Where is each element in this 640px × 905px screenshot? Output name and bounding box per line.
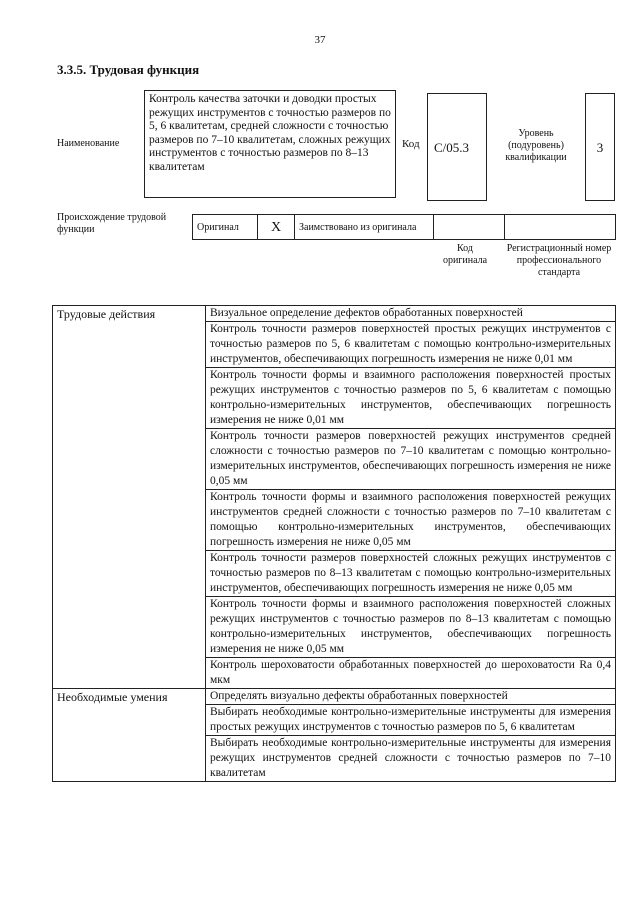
qualification-level: 3 [585, 93, 615, 201]
list-item: Контроль точности размеров поверхностей простых режущих инструментов с точностью размеров по 5, 6 квалитетам с помощью контрольно-измерительных инструментов, обеспечивающих погрешность измерения не ниже 0,01 мм [206, 322, 616, 368]
level-label: Уровень (подуровень) квалификации [505, 128, 567, 163]
origin-label: Происхождение трудовой функции [57, 212, 167, 235]
list-item: Выбирать необходимые контрольно-измерительные инструменты для измерения режущих инструментов средней сложности с точностью размеров по 7–10 квалитетам [206, 736, 616, 782]
list-item: Контроль точности размеров поверхностей сложных режущих инструментов с точностью размеров по 8–13 квалитетам с помощью контрольно-измерительных инструментов, обеспечивающих погрешность измерения не ниже 0,05 мм [206, 551, 616, 597]
function-code: C/05.3 [427, 93, 487, 201]
origin-table [192, 214, 616, 240]
table-row [53, 689, 616, 705]
registration-caption: Регистрационный номер профессионального стандарта [506, 243, 612, 278]
list-item: Контроль точности размеров поверхностей режущих инструментов средней сложности с точностью размеров по 7–10 квалитетам с помощью контрольно-измерительных инструментов, обеспечивающих погрешность измерения не ниже 0,05 мм [206, 429, 616, 490]
table-row [53, 306, 616, 322]
list-item: Выбирать необходимые контрольно-измерительные инструменты для измерения простых режущих инструментов с точностью размеров по 5, 6 квалитетам [206, 705, 616, 736]
list-item: Визуальное определение дефектов обработанных поверхностей [206, 306, 616, 322]
function-name: Контроль качества заточки и доводки простых режущих инструментов с точностью размеров по 5, 6 квалитетам, средней сложности с точностью размеров по 7–10 квалитетам, сложных режущих инструментов с точностью размеров по 8–13 квалитетам [144, 90, 396, 198]
code-caption: Код оригинала [442, 243, 488, 266]
name-label: Наименование [57, 138, 120, 149]
registration-number-cell [505, 215, 616, 240]
list-item: Определять визуально дефекты обработанных поверхностей [206, 689, 616, 705]
original-mark: X [258, 215, 295, 240]
code-label: Код [402, 138, 420, 150]
page-number: 37 [314, 34, 326, 46]
section-title-required-skills: Необходимые умения [53, 689, 206, 782]
list-item: Контроль точности формы и взаимного расположения поверхностей простых режущих инструментов с точностью размеров по 5, 6 квалитетам с помощью контрольно-измерительных инструментов, обеспечивающих погрешность измерения не ниже 0,01 мм [206, 368, 616, 429]
list-item: Контроль шероховатости обработанных поверхностей до шероховатости Ra 0,4 мкм [206, 658, 616, 689]
section-title: 3.3.5. Трудовая функция [57, 62, 200, 77]
section-title-labor-actions: Трудовые действия [53, 306, 206, 689]
original-code-cell [434, 215, 505, 240]
borrowed-label: Заимствовано из оригинала [295, 215, 434, 240]
function-details-table [52, 305, 616, 782]
list-item: Контроль точности формы и взаимного расположения поверхностей сложных режущих инструментов с точностью размеров по 8–13 квалитетам с помощью контрольно-измерительных инструментов, обеспечивающих погрешность измерения не ниже 0,05 мм [206, 597, 616, 658]
list-item: Контроль точности формы и взаимного расположения поверхностей режущих инструментов средней сложности с точностью размеров по 7–10 квалитетам с помощью контрольно-измерительных инструментов, обеспечивающих погрешность измерения не ниже 0,05 мм [206, 490, 616, 551]
original-label: Оригинал [193, 215, 258, 240]
